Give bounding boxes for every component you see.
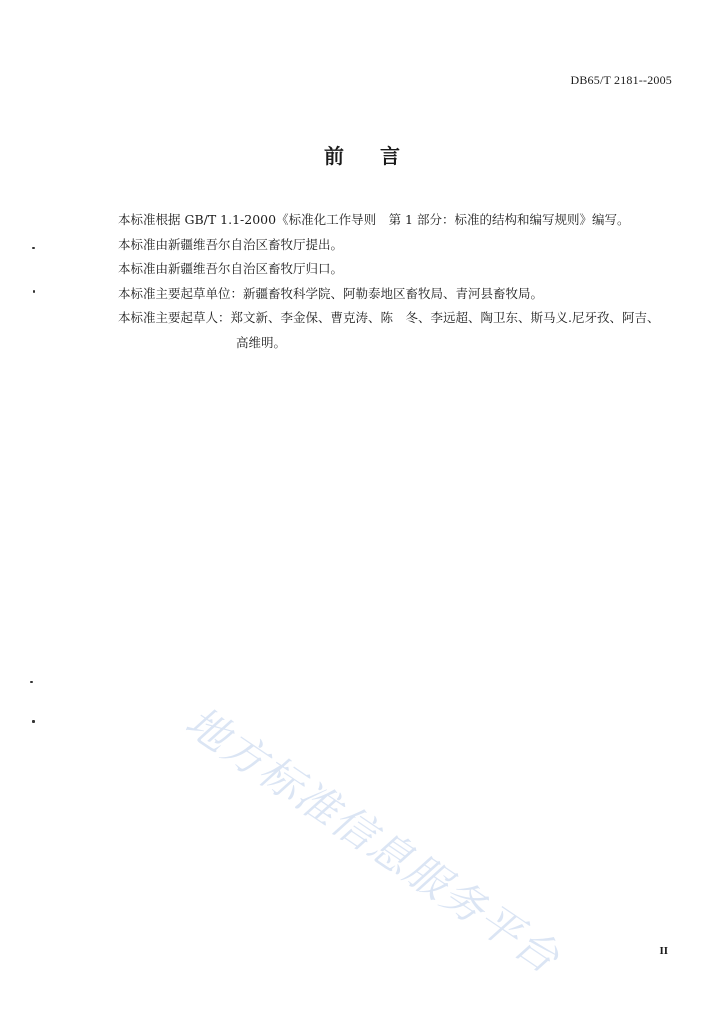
title-char-1: 前 xyxy=(324,144,344,168)
scan-speck xyxy=(33,290,35,293)
page-title xyxy=(0,140,724,169)
paragraph-proposer: 本标准由新疆维吾尔自治区畜牧厅提出。 xyxy=(118,236,344,252)
paragraph-drafters-continuation: 高维明。 xyxy=(236,334,287,350)
paragraph-administrator: 本标准由新疆维吾尔自治区畜牧厅归口。 xyxy=(118,261,344,276)
page-number: II xyxy=(659,945,668,957)
scan-speck xyxy=(32,720,35,723)
paragraph-drafting-units: 本标准主要起草单位：新疆畜牧科学院、阿勒泰地区畜牧局、青河县畜牧局。 xyxy=(118,285,544,301)
paragraph-basis: 本标准根据 GB/T 1.1-2000《标准化工作导则 第 1 部分：标准的结构和编写规则》编写。 xyxy=(118,212,630,227)
scan-speck xyxy=(32,247,35,249)
watermark: 地方标准信息服务平台 xyxy=(176,696,570,984)
document-code: DB65/T 2181--2005 xyxy=(570,73,672,87)
paragraph-drafters: 本标准主要起草人：郑文新、李金保、曹克涛、陈 冬、李远超、陶卫东、斯马义.尼牙孜、阿吉、 xyxy=(118,310,660,325)
title-char-2: 言 xyxy=(380,144,400,168)
foreword-body xyxy=(118,208,688,355)
scan-speck xyxy=(30,681,33,683)
